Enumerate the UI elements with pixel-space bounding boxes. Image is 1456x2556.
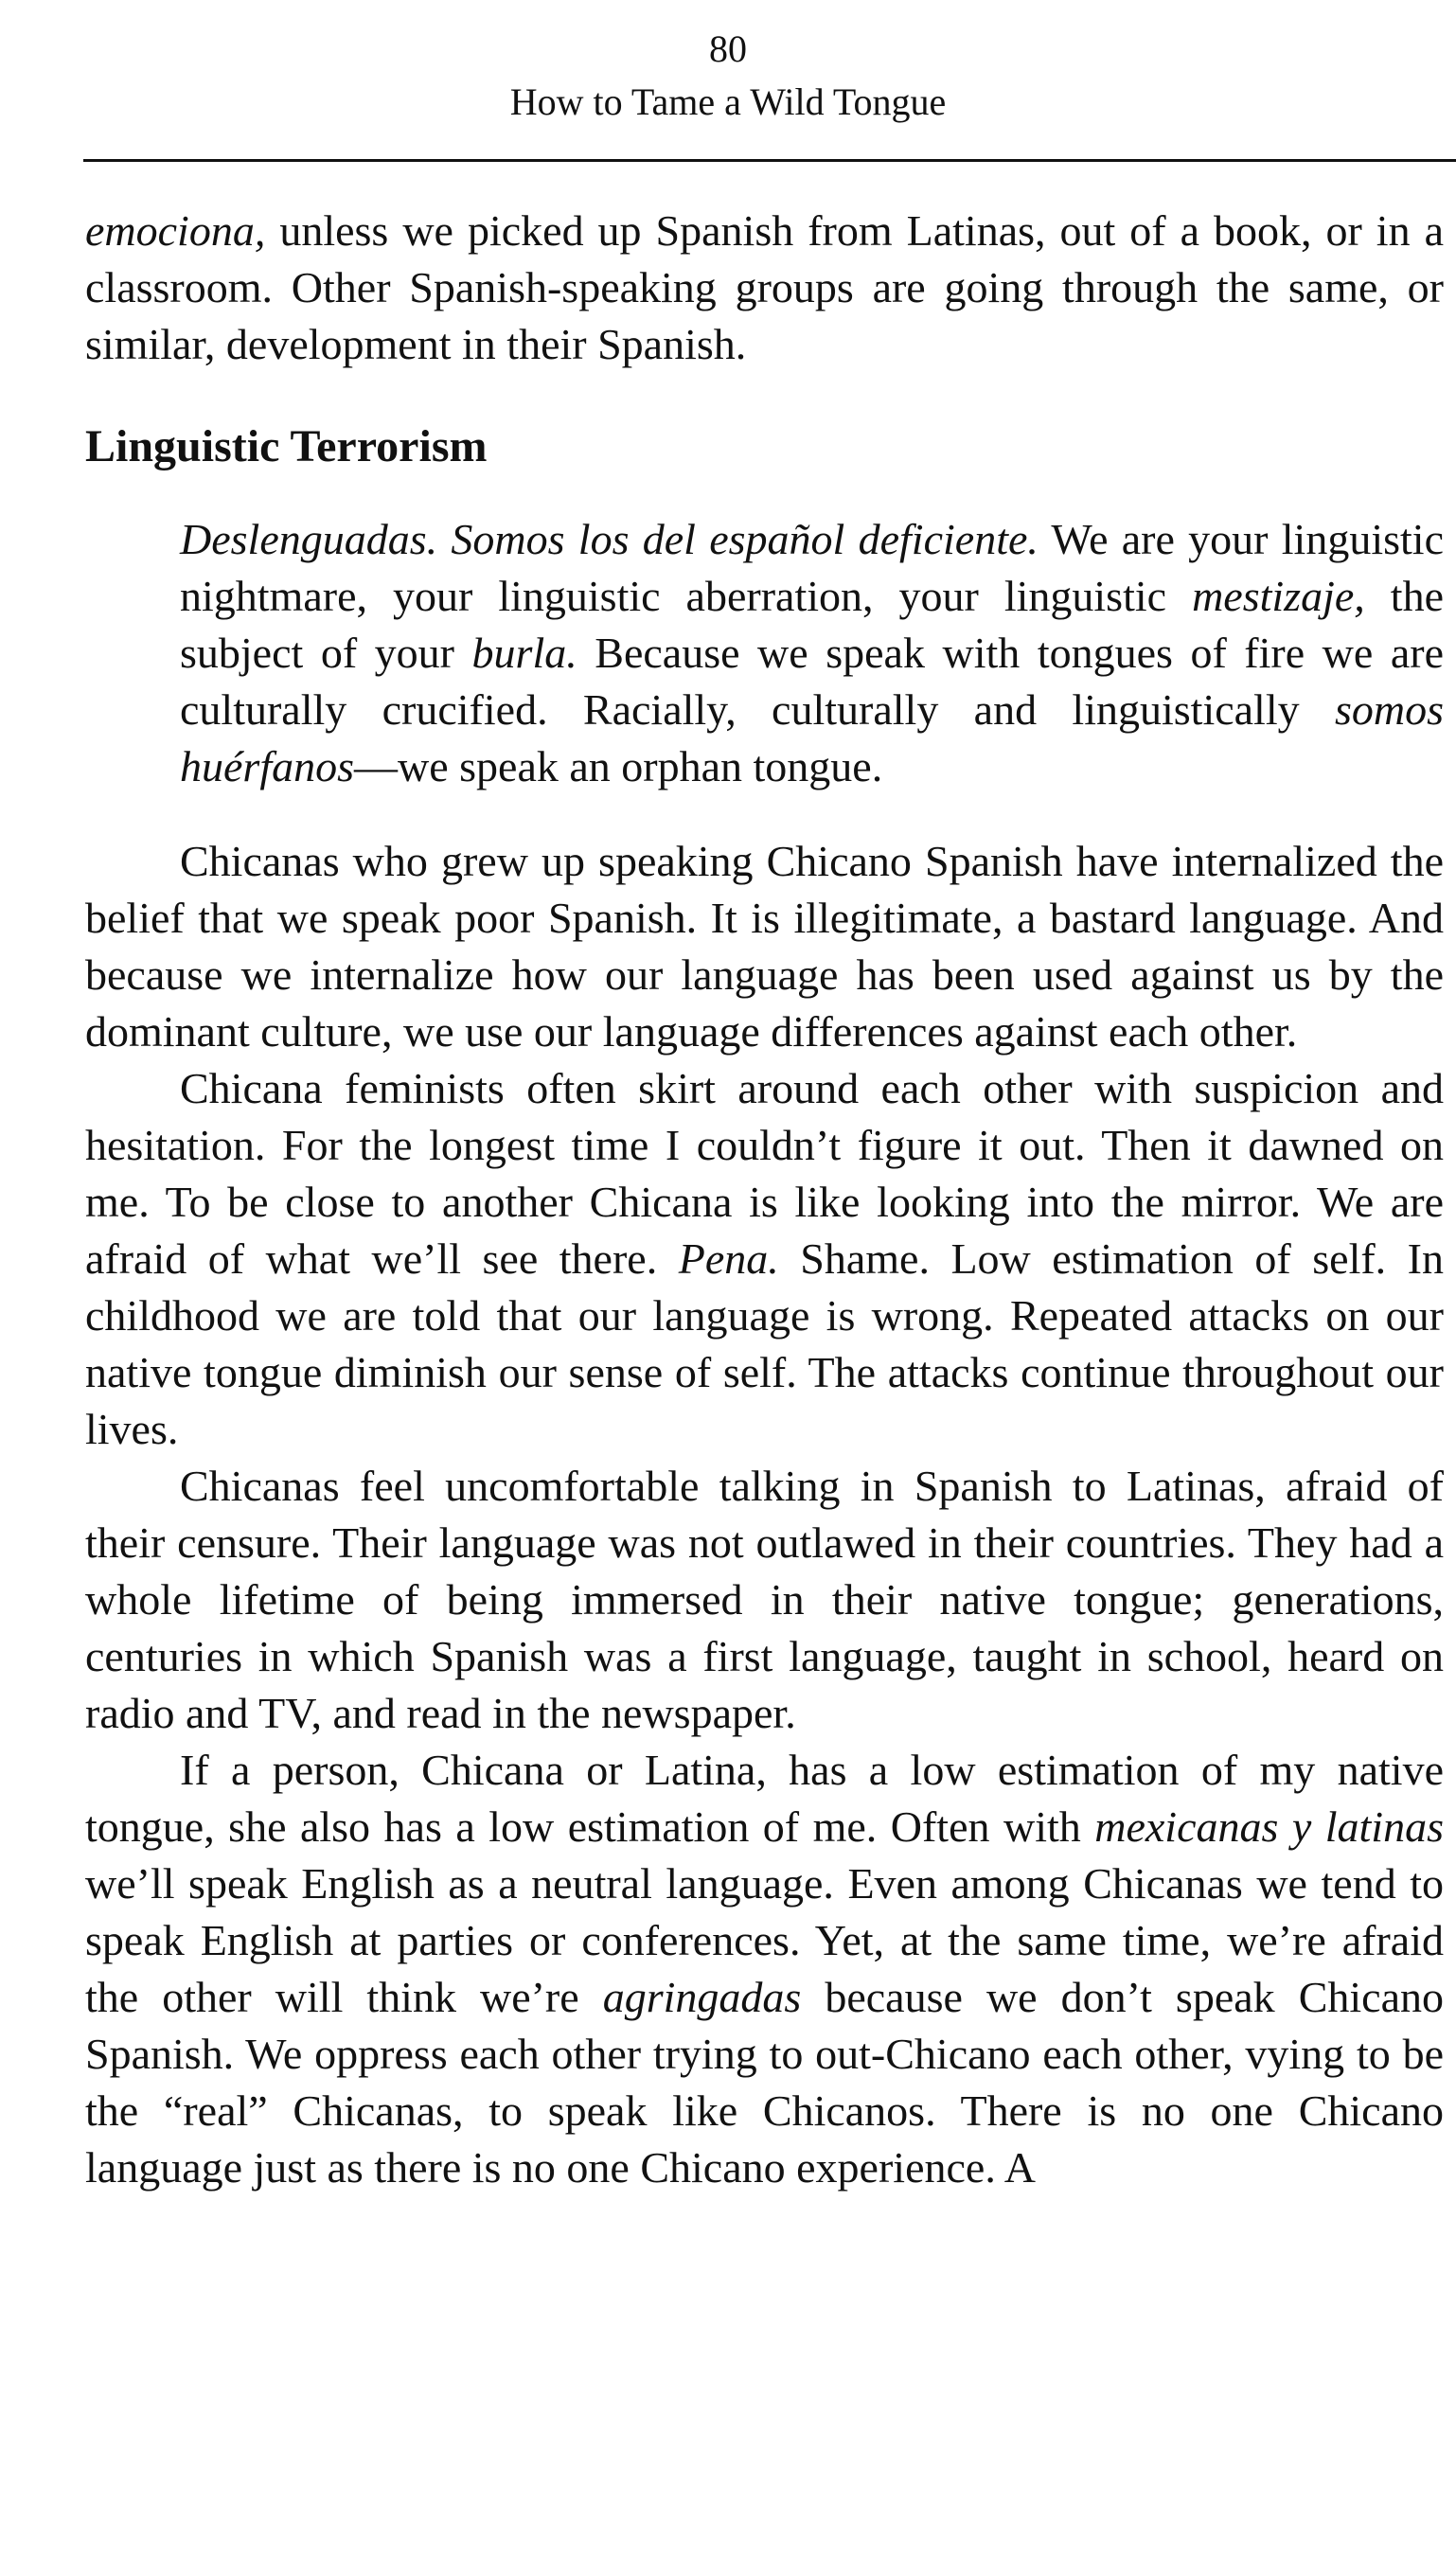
running-title: How to Tame a Wild Tongue <box>509 80 947 123</box>
text-run: Shame. Low estimation of self. In childhood we are told that our language is wrong. Repeated attacks on our native tongue diminish our sense of self. The attacks continue throughout our lives. <box>85 1234 1444 1453</box>
text-run: we’ll speak English as a neutral language. Even among Chicanas we tend to speak English at parties or conferences. Yet, at the same time, we’re afraid the other will think we’re <box>85 1859 1444 2021</box>
text-run: —we speak an orphan tongue. <box>354 742 883 790</box>
section-heading: Linguistic Terrorism <box>85 421 488 471</box>
header-rule <box>83 159 1456 162</box>
italic-text: Pena. <box>678 1234 779 1283</box>
text-run: unless we picked up Spanish from Latinas, out of a book, or in a classroom. Other Spanish-speaking groups are going through the same, or similar, development in their Spanish. <box>85 206 1444 368</box>
text-run: Chicanas who grew up speaking Chicano Spanish have internalized the belief that we speak poor Spanish. It is illegitimate, a bastard language. And because we internalize how our language has been used against us by the dominant culture, we use our language differences against each other. <box>85 837 1444 1056</box>
italic-text: somos huérfanos <box>180 685 1444 790</box>
text-run: We are your linguistic nightmare, your linguistic aberration, your linguistic <box>180 515 1444 620</box>
body-paragraph <box>85 833 1444 1060</box>
text-run: because we don’t speak Chicano Spanish. We oppress each other trying to out-Chicano each other, vying to be the “real” Chicanas, to speak like Chicanos. There is no one Chicano language just as there is no one Chicano experience. A <box>85 1973 1444 2192</box>
italic-text: Deslenguadas. Somos los del español deficiente. <box>180 515 1039 563</box>
text-run: Chicanas feel uncomfortable talking in Spanish to Latinas, afraid of their censure. Their language was not outlawed in their countries. They had a whole lifetime of being immersed in their native tongue; generations, centuries in which Spanish was a first language, taught in school, heard on radio and TV, and read in the newspaper. <box>85 1462 1444 1737</box>
italic-text: agringadas <box>602 1973 802 2021</box>
running-head <box>0 27 1456 127</box>
text-run: Chicana feminists often skirt around each other with suspicion and hesitation. For the longest time I couldn’t figure it out. Then it dawned on me. To be close to another Chicana is like looking into the mirror. We are afraid of what we’ll see there. <box>85 1064 1444 1283</box>
epigraph-quote <box>180 511 1444 795</box>
italic-text: mestizaje, <box>1192 572 1365 620</box>
text-run: If a person, Chicana or Latina, has a low estimation of my native tongue, she also has a low estimation of me. Often with <box>85 1746 1444 1851</box>
body-paragraph <box>85 1742 1444 2196</box>
body-text <box>85 203 1444 2196</box>
italic-text: burla. <box>471 629 577 677</box>
text-run: Because we speak with tongues of fire we are culturally crucified. Racially, culturally and linguistically <box>180 629 1444 734</box>
body-paragraph <box>85 1458 1444 1742</box>
body-paragraph <box>85 1060 1444 1458</box>
page-number: 80 <box>709 27 747 70</box>
italic-text: emociona, <box>85 206 266 255</box>
text-run: the subject of your <box>180 572 1444 677</box>
italic-text: mexicanas y latinas <box>1094 1802 1444 1851</box>
continuation-paragraph <box>85 203 1444 373</box>
